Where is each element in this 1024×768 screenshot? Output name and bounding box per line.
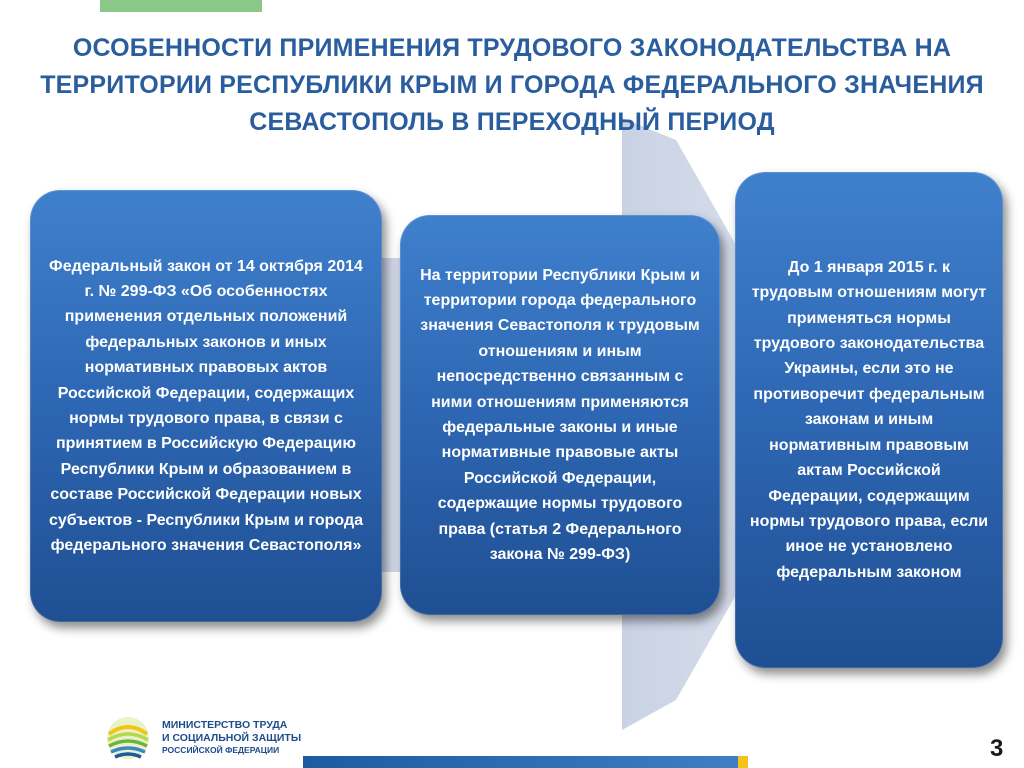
info-box-application-text: На территории Республики Крым и территории города федерального значения Севастополя к трудовым отношениям и иным непосредственно связанным с ними отношениям применяются федеральные законы и иные нормативные правовые акты Российской Федерации, содержащие нормы трудового права (статья 2 Федерального закона № 299-ФЗ) <box>420 266 700 564</box>
ministry-line-1: МИНИСТЕРСТВО ТРУДА <box>162 719 288 731</box>
info-box-transition-text: До 1 января 2015 г. к трудовым отношениям могут применяться нормы трудового законодательства Украины, если это не противоречит федеральным законам и иным нормативным правовым актам Российской Федерации, содержащим нормы трудового права, если иное не установлено федеральным законом <box>749 258 989 581</box>
info-box-transition <box>735 172 1003 668</box>
footer-bar <box>303 756 738 768</box>
ministry-line-3: РОССИЙСКОЙ ФЕДЕРАЦИИ <box>162 745 280 755</box>
page-number: 3 <box>990 735 1004 762</box>
info-box-federal-law <box>30 190 382 622</box>
ministry-line-2: И СОЦИАЛЬНОЙ ЗАЩИТЫ <box>162 731 302 744</box>
page-title: ОСОБЕННОСТИ ПРИМЕНЕНИЯ ТРУДОВОГО ЗАКОНОДАТЕЛЬСТВА НА ТЕРРИТОРИИ РЕСПУБЛИКИ КРЫМ И ГОРОДА ФЕДЕРАЛЬНОГО ЗНАЧЕНИЯ СЕВАСТОПОЛЬ В ПЕРЕХОДНЫЙ ПЕРИОД <box>40 34 984 136</box>
footer-bar-accent <box>738 756 748 768</box>
ministry-logo-icon <box>105 714 151 762</box>
info-box-federal-law-text: Федеральный закон от 14 октября 2014 г. № 299-ФЗ «Об особенностях применения отдельных положений федеральных законов и иных нормативных правовых актов Российской Федерации, содержащих нормы трудового права, в связи с принятием в Российскую Федерацию Республики Крым и образованием в составе Российской Федерации новых субъектов - Республики Крым и города федерального значения Севастополя» <box>48 257 364 555</box>
ministry-name <box>162 719 301 757</box>
info-box-application <box>400 215 720 615</box>
